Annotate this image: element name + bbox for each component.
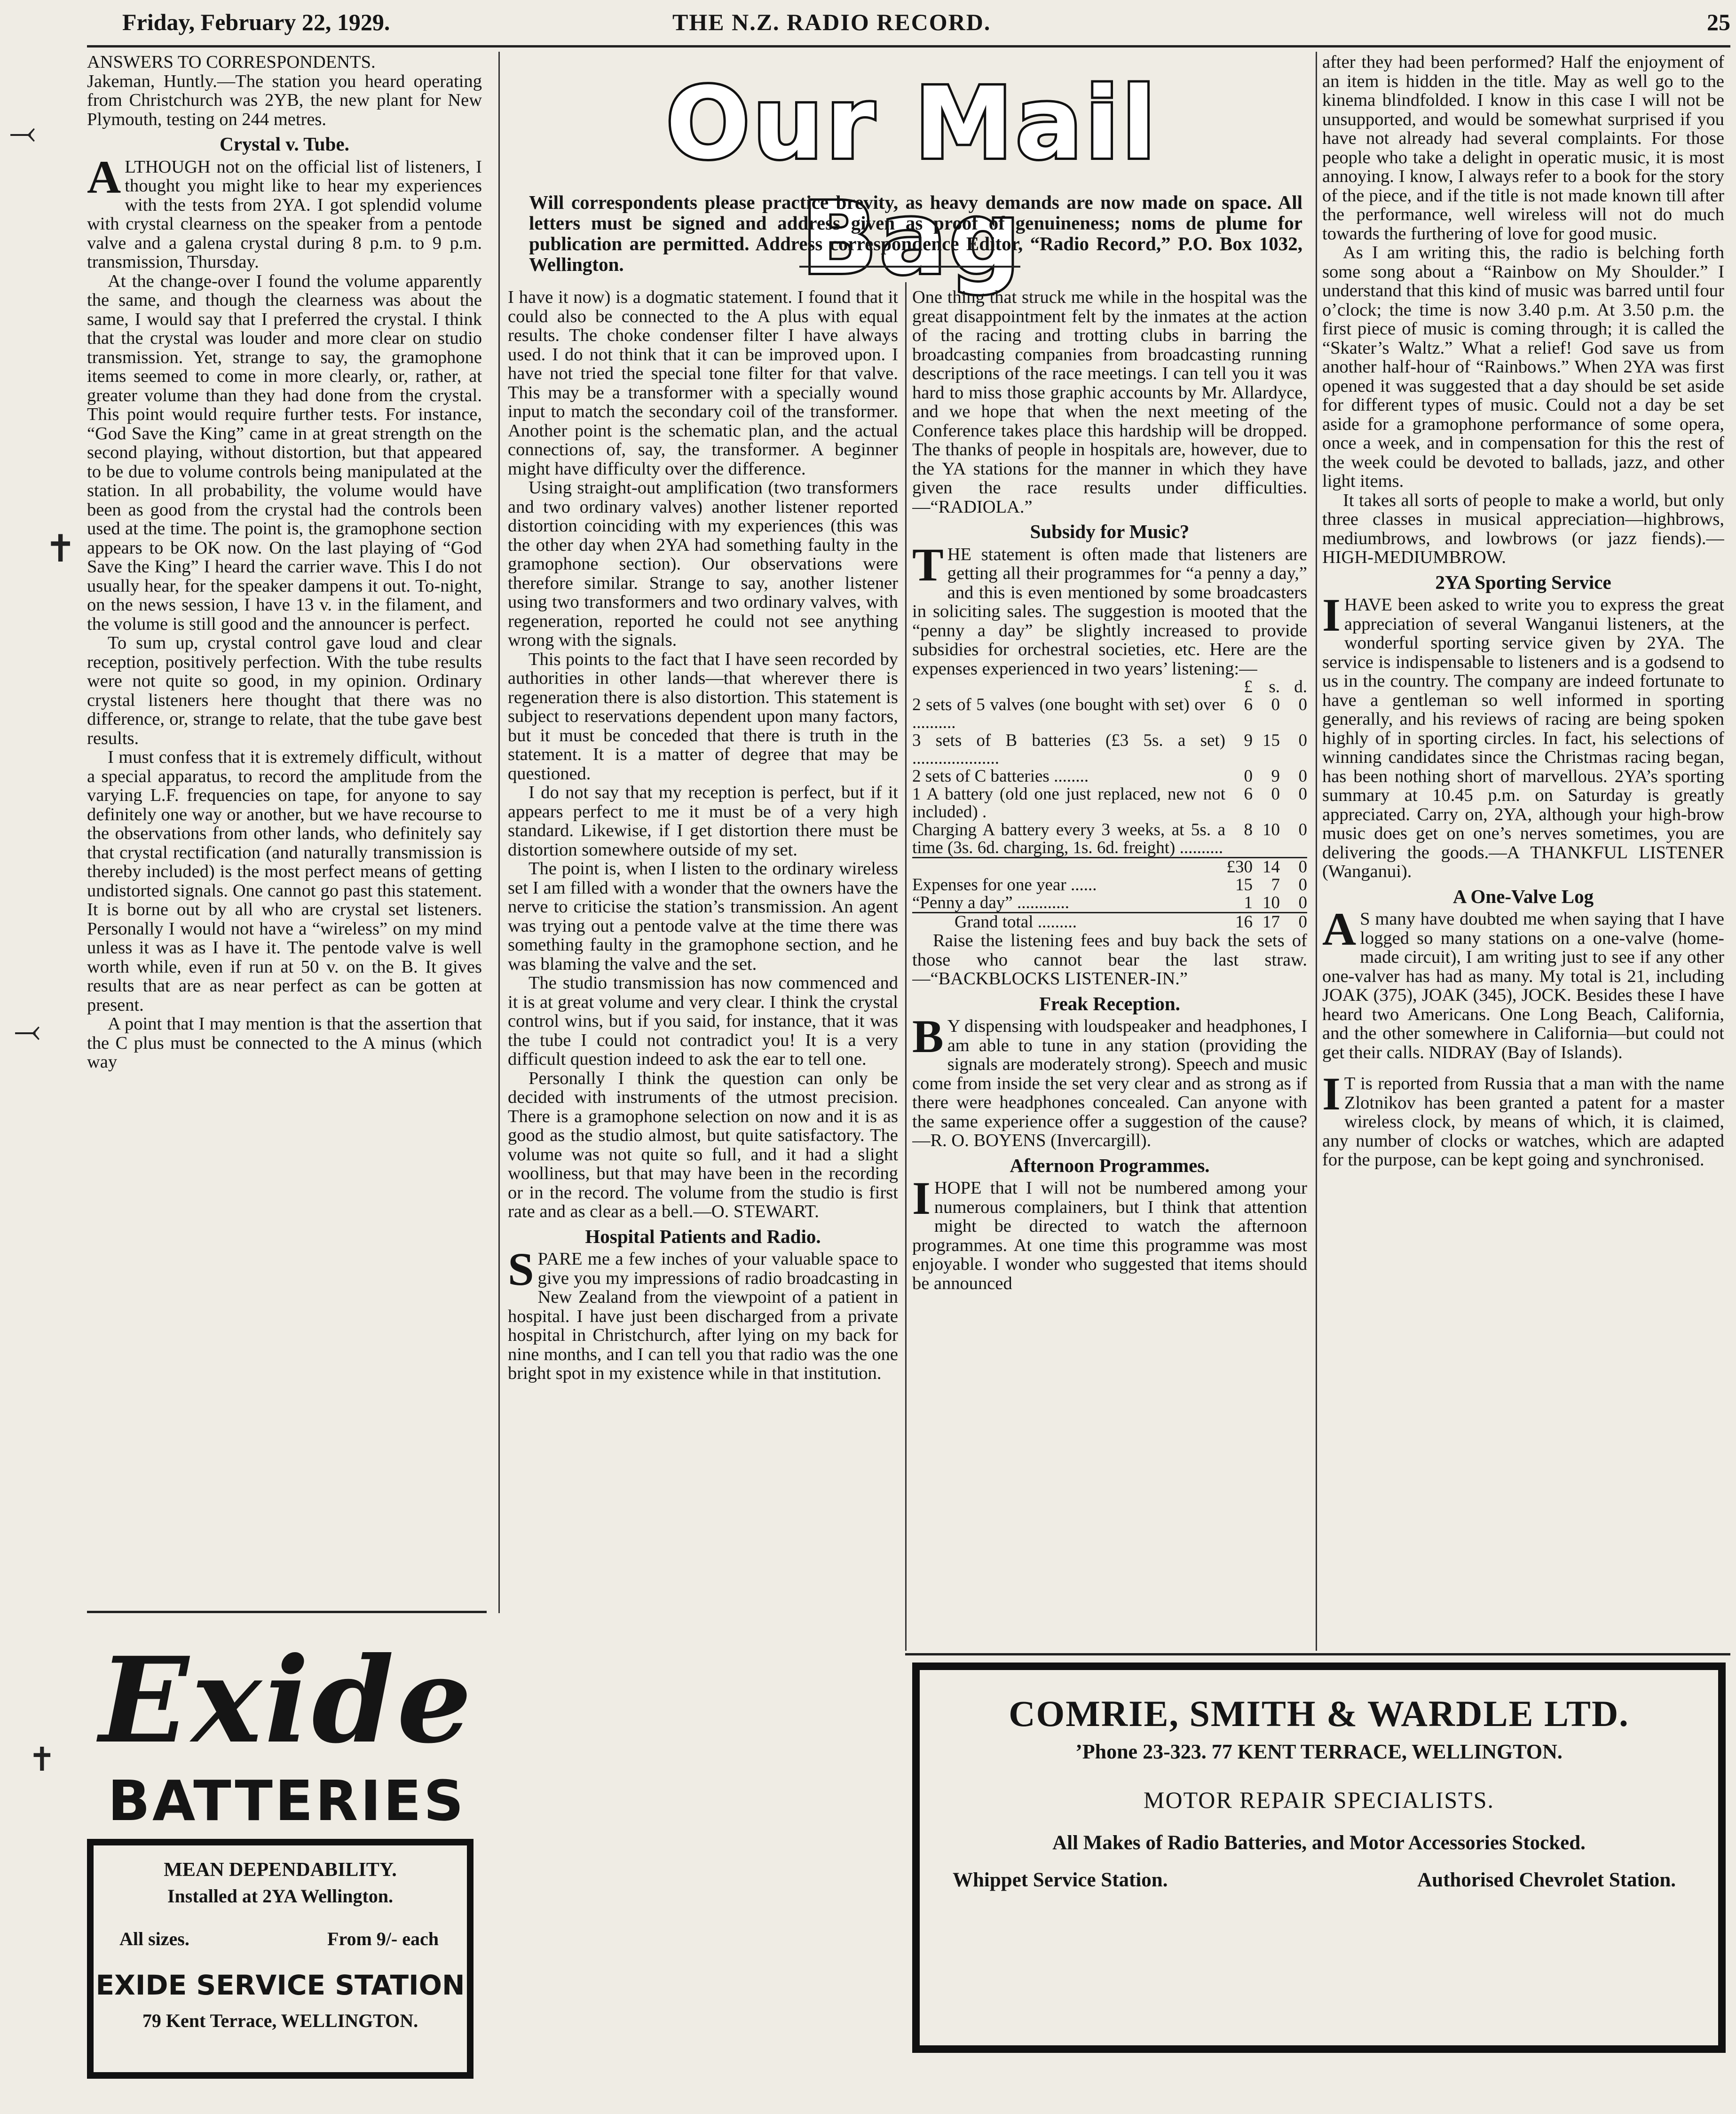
drop-cap: I [1322,589,1341,641]
letter-text: I have it now) is a dogmatic statement. I found that it could also be connected to the A plus with equal results. The choke condenser filter I have always used. I do not think that it can be improved upon. I have not tried the special tone filter for that valve. This may be a transformer with a specially wound input to match the secondary coil of the transformer. Another point is the schematic plan, and the actual connections of, say, the transformer. A beginner might have difficulty over the difference. [508,288,898,479]
expense-item: Expenses for one year ...... [912,875,1097,895]
column-3 [912,288,1307,1652]
expense-shillings: 0 [1271,695,1280,714]
expense-pence: 0 [1298,893,1307,912]
grand-total-shillings: 17 [1253,913,1280,932]
answers-heading: ANSWERS TO CORRESPONDENTS. [87,53,376,72]
letter-text: T is reported from Russia that a man with the name Zlotnikov has been granted a patent for a master wireless clock, by means of which, it is claimed, any number of clocks or watches, which are adapted for the purpose, can be kept going and synchronised. [1322,1074,1724,1170]
exide-price: From 9/- each [327,1928,439,1949]
expense-shillings: 15 [1263,731,1280,750]
letter-text: Using straight-out amplification (two transformers and two ordinary valves) another listener reported distortion coinciding with my experiences (this was the other day when 2YA had something faulty in the gramophone section). Our observations were therefore similar. Strange to say, another listener using two transformers and two ordinary valves, with regeneration, reported he could not see anything wrong with the signals. [508,478,898,650]
margin-mark: ✝ [28,1740,56,1779]
expense-shillings: 7 [1271,875,1280,895]
comrie-whippet: Whippet Service Station. [953,1869,1168,1891]
letter-heading: Afternoon Programmes. [1010,1154,1210,1176]
drop-cap: S [508,1243,534,1295]
letter-text: HOPE that I will not be numbered among your numerous complainers, but I think that attention might be directed to watch the afternoon programmes. At one time this programme was most enjoyable. I wonder who suggested that items should be announced [912,1178,1307,1293]
grand-total-label: Grand total ......... [912,913,1225,932]
expenses-table [912,678,1307,931]
comrie-phone-address: ’Phone 23-323. 77 KENT TERRACE, WELLINGTON. [1075,1740,1562,1763]
letter-text: LTHOUGH not on the official list of listeners, I thought you might like to hear my experiences with the tests from 2YA. I got splendid volume with crystal clearness on the speaker from a pentode valve and a galena crystal during 8 p.m. to 9 p.m. transmission, Thursday. [87,157,482,272]
table-row [912,858,1307,877]
letter-text: I must confess that it is extremely difficult, without a special apparatus, to record the amplitude from the varying L.F. frequencies on tape, for anyone to say definitely one way or another, but we have recourse to the observations from other lands, who definitely say that crystal rectification (and naturally transmission is thereby included) is the most perfect means of getting undistorted signals. One cannot go past this statement. It is borne out by all who are crystal set listeners. Personally I would not have a “wireless” on my mind unless it was as I have it. The pentode valve is well worth while, even if run at 50 v. on the B. It gives results that are as near perfect as can be gotten at present. [87,747,482,1015]
table-row [912,785,1307,821]
page-number: 25 [1707,9,1730,35]
drop-cap: I [912,1172,931,1224]
expense-shillings: 10 [1263,820,1280,839]
drop-cap: A [1322,903,1357,955]
letter-text: PARE me a few inches of your valuable space to give you my impressions of radio broadcasting in New Zealand from the viewpoint of a patient in hospital. I have just been discharged from a private hospital in Christchurch, after lying on my back for nine months, and I can tell you that radio was the one bright spot in my existence while in that institution. [508,1249,898,1383]
letter-text: HE statement is often made that listeners are getting all their programmes for “a penny a day,” and this is even mentioned by some broadcasters in soliciting sales. The suggestion is mooted that the “penny a day” be slightly increased to provide subsidies for orchestral societies, etc. Here are the expenses experienced in two years’ listening:— [912,544,1307,679]
table-row [912,732,1307,768]
ad-rule [905,1653,1730,1655]
table-row [912,768,1307,785]
expense-item: 2 sets of 5 valves (one bought with set) over .......... [912,695,1225,732]
exide-batteries-heading: BATTERIES [108,1768,466,1833]
grand-total-pounds: 16 [1225,913,1253,932]
letter-text: I do not say that my reception is perfect, but if it appears perfect to me it must be of a very high standard. Likewise, if I get distortion there must be distortion somewhere outside of my set. [508,783,898,860]
subtotal-shillings: 14 [1253,858,1280,877]
exide-installed: Installed at 2YA Wellington. [167,1885,394,1907]
expense-item: 1 A battery (old one just replaced, new not included) . [912,784,1225,822]
comrie-chevrolet: Authorised Chevrolet Station. [1417,1869,1676,1891]
letter-text: A point that I may mention is that the assertion that the C plus must be connected to the A minus (which way [87,1014,482,1072]
expense-pounds: 6 [1244,784,1253,804]
letter-text: It takes all sorts of people to make a world, but only three classes in musical appreciation—highbrows, mediumbrows, and lowbrows (or jazz fiends).—HIGH-MEDIUMBROW. [1322,490,1724,567]
editor-notice: Will correspondents please practice brevity, as heavy demands are now made on space. All letters must be signed and address given as proof of genuineness; noms de plume for publication are permitted. Address correspondence Editor, “Radio Record,” P.O. Box 1032, Wellington. [529,191,1302,275]
answers-text: Jakeman, Huntly.—The station you heard operating from Christchurch was 2YB, the new plant for New Plymouth, testing on 244 metres. [87,71,482,129]
exide-logo: Exide [99,1631,475,1769]
expense-pence: 0 [1298,695,1307,714]
pounds-header: £ [1244,677,1253,697]
column-divider [905,282,907,1651]
expense-pounds: 15 [1235,875,1253,895]
subtotal-pounds: £30 [1225,858,1253,877]
letter-text: This points to the fact that I have seen recorded by authorities in other lands—that wherever there is regeneration there is also distortion. This statement is subject to reservations dependent upon many factors, but it must be conceded that there is truth in the statement. It is a matter of degree that may be questioned. [508,649,898,784]
exide-station: EXIDE SERVICE STATION [95,1969,465,2001]
expense-item: 3 sets of B batteries (£3 5s. a set) .................... [912,731,1225,768]
exide-address: 79 Kent Terrace, WELLINGTON. [142,2010,418,2031]
letter-text: As I am writing this, the radio is belching forth some song about a “Rainbow on My Shoulder.” I understand that this kind of music was barred until four o’clock; the time is now 3.40 p.m. At 3.50 p.m. the first piece of music is coming through; it is called the “Skater’s Waltz.” What a relief! God save us from another half-hour of “Rainbows.” When 2YA was first opened it was suggested that a day should be set aside for different types of music. Could not a day be set aside for a gramophone performance of some opera, once a week, and in compensation for this the rest of the week could be devoted to ballads, jazz, and other light items. [1322,243,1724,491]
pence-header: d. [1294,677,1307,697]
letter-heading: Freak Reception. [1039,992,1180,1014]
comrie-specialists: MOTOR REPAIR SPECIALISTS. [1144,1787,1494,1813]
exide-advertisement [87,1613,487,2088]
expense-pounds: 0 [1244,767,1253,786]
expense-shillings: 10 [1263,893,1280,912]
masthead-title: THE N.Z. RADIO RECORD. [672,9,991,35]
exide-sizes: All sizes. [119,1928,189,1949]
comrie-advertisement [912,1663,1726,2053]
exide-info-box [87,1839,473,2079]
letter-text: S many have doubted me when saying that I have logged so many stations on a one-valve (home-made circuit), I am writing just to see if any other one-valver has had as many. My total is 21, including JOAK (375), JOAK (345), JOCK. Besides these I have heard two Americans. One Long Beach, California, and the other somewhere in California—but could not get their calls. NIDRAY (Bay of Islands). [1322,909,1724,1062]
top-rule [87,45,1730,48]
expense-pounds: 6 [1244,695,1253,714]
exide-tagline: MEAN DEPENDABILITY. [164,1859,397,1881]
expense-pence: 0 [1298,731,1307,750]
column-2 [508,288,898,2037]
comrie-stock-line: All Makes of Radio Batteries, and Motor Accessories Stocked. [1052,1832,1586,1854]
table-row [912,894,1307,913]
drop-cap: B [912,1010,944,1062]
letter-text: One thing that struck me while in the hospital was the great disappointment felt by the inmates at the action of the racing and trotting clubs in barring the broadcasting companies from broadcasting running descriptions of the race meetings. I can tell you it was hard to miss those graphic accounts by Mr. Allardyce, and we hope that when the next meeting of the Conference takes place this hardship will be dropped. The thanks of people in hospitals are, however, due to the YA stations for the manner in which they have given the race results under difficulties.—“RADIOLA.” [912,288,1307,517]
expense-pence: 0 [1298,820,1307,839]
table-row [912,876,1307,894]
column-1 [87,53,482,1605]
margin-mark: ⤙ [14,1011,40,1050]
issue-date: Friday, February 22, 1929. [122,9,390,35]
running-head [122,8,1730,38]
column-4 [1322,53,1724,1652]
expense-pounds: 8 [1244,820,1253,839]
column-divider [1316,52,1317,1651]
page-title: Our Mail Bag [666,66,1159,296]
grand-total-pence: 0 [1280,913,1307,932]
table-row [912,913,1307,932]
letter-text: The studio transmission has now commenced and it is at great volume and very clear. I think the crystal control wins, but if you said, for instance, that it was the tube I could not contradict you! It is a very difficult question indeed to ask the ear to tell one. [508,973,898,1069]
expense-pounds: 9 [1244,731,1253,750]
expense-item: Charging A battery every 3 weeks, at 5s. a time (3s. 6d. charging, 1s. 6d. freight) .......... [912,820,1225,857]
shillings-header: s. [1269,677,1280,697]
letter-text: Y dispensing with loudspeaker and headphones, I am able to tune in any station (providing the signals are moderately strong). Speech and music come from inside the set very clear and as strong as if there were headphones concealed. Can anyone with the same experience offer a suggestion of the cause?—R. O. BOYENS (Invercargill). [912,1016,1307,1150]
table-row [912,678,1307,696]
letter-text: after they had been performed? Half the enjoyment of an item is hidden in the title. May as well go to the kinema blindfolded. I know in this case I will not be unsupported, and would be somewhat surprised if you have not already had several complaints. For those people who take a delight in operatic music, it is most annoying. I know, I always refer to a book for the story of the piece, and if the title is not made known till after the performance, well wireless will not do much towards the furthering of love for good music. [1322,53,1724,244]
letter-heading: Subsidy for Music? [1030,521,1190,542]
expense-shillings: 9 [1271,767,1280,786]
expense-shillings: 0 [1271,784,1280,804]
expense-item: 2 sets of C batteries ........ [912,767,1089,786]
column-divider [498,52,500,1613]
expense-pounds: 1 [1244,893,1253,912]
expense-item: “Penny a day” ............ [912,893,1069,912]
expense-pence: 0 [1298,767,1307,786]
comrie-company-name: COMRIE, SMITH & WARDLE LTD. [1009,1693,1629,1734]
margin-mark: ✝ [45,527,77,570]
letter-text: HAVE been asked to write you to express the great appreciation of several Wanganui listeners, at the wonderful sporting service given by 2YA. The service is indispensable to listeners and is a godsend to us in the country. The company are indeed fortunate to have a gentleman so well informed in sporting generally, and his reviews of racing are being spoken highly of in sporting circles. In fact, his selections of winning candidates since the Christmas racing began, has been nothing short of marvellous. 2YA’s sporting summary at 10.45 p.m. on Saturday is greatly appreciated. Carry on, 2YA, although your high-brow music does get on one’s nerves sometimes, you are delivering the goods.—A THANKFUL LISTENER (Wanganui). [1322,595,1724,881]
drop-cap: A [87,150,121,203]
notice-rule [799,266,1020,268]
letter-heading: A One-Valve Log [1452,885,1594,907]
letter-text: Personally I think the question can only be decided with instruments of the utmost precision. There is a gramophone selection on now and it is as good as the studio almost, but quite satisfactory. The volume was not quite so full, and it had a slight woolliness, but that may have been in the recording or in the record. The volume from the studio is first rate and as clear as a bell.—O. STEWART. [508,1068,898,1221]
expense-pence: 0 [1298,784,1307,804]
table-row [912,696,1307,732]
margin-mark: ⤙ [9,113,36,151]
expense-pence: 0 [1298,875,1307,895]
drop-cap: T [912,538,944,591]
subtotal-pence: 0 [1280,858,1307,877]
table-row [912,821,1307,858]
letter-text: The point is, when I listen to the ordinary wireless set I am filled with a wonder that the owners have the nerve to criticise the station’s transmission. An agent was trying out a pentode valve at the time there was something faulty in the gramophone section, and he was blaming the valve and the set. [508,859,898,974]
letter-text: Raise the listening fees and buy back the sets of those who cannot bear the last straw.—“BACKBLOCKS LISTENER-IN.” [912,931,1307,989]
letter-text: To sum up, crystal control gave loud and clear reception, positively perfection. With the tube results were not quite so good, in my opinion. Ordinary crystal listeners here thought that there was no difference, or, strange to relate, that the tube gave best results. [87,633,482,748]
letter-text: At the change-over I found the volume apparently the same, and though the clearness was about the same, I would say that I preferred the crystal. I think that the crystal was louder and more clear on studio transmission. Yet, strange to say, the gramophone items seemed to come in more clearly, or, rather, at greater volume than they had done from the crystal. This point would require further tests. For instance, “God Save the King” came in at great strength on the second playing, without distortion, but that appeared to be due to volume controls being manipulated at the station. In all probability, the volume would have been as good from the crystal had the controls been used at the time. The point is, the gramophone section appears to be OK now. On the last playing of “God Save the King” I heard the carrier wave. This I do not usually hear, for the speaker dampens it out. To-night, on the news session, I have 13 v. in the filament, and the volume is still good and the announcer is perfect. [87,271,482,634]
letter-heading: Hospital Patients and Radio. [585,1225,821,1247]
letter-heading: Crystal v. Tube. [220,133,349,155]
letter-heading: 2YA Sporting Service [1435,571,1611,593]
drop-cap: I [1322,1068,1341,1120]
